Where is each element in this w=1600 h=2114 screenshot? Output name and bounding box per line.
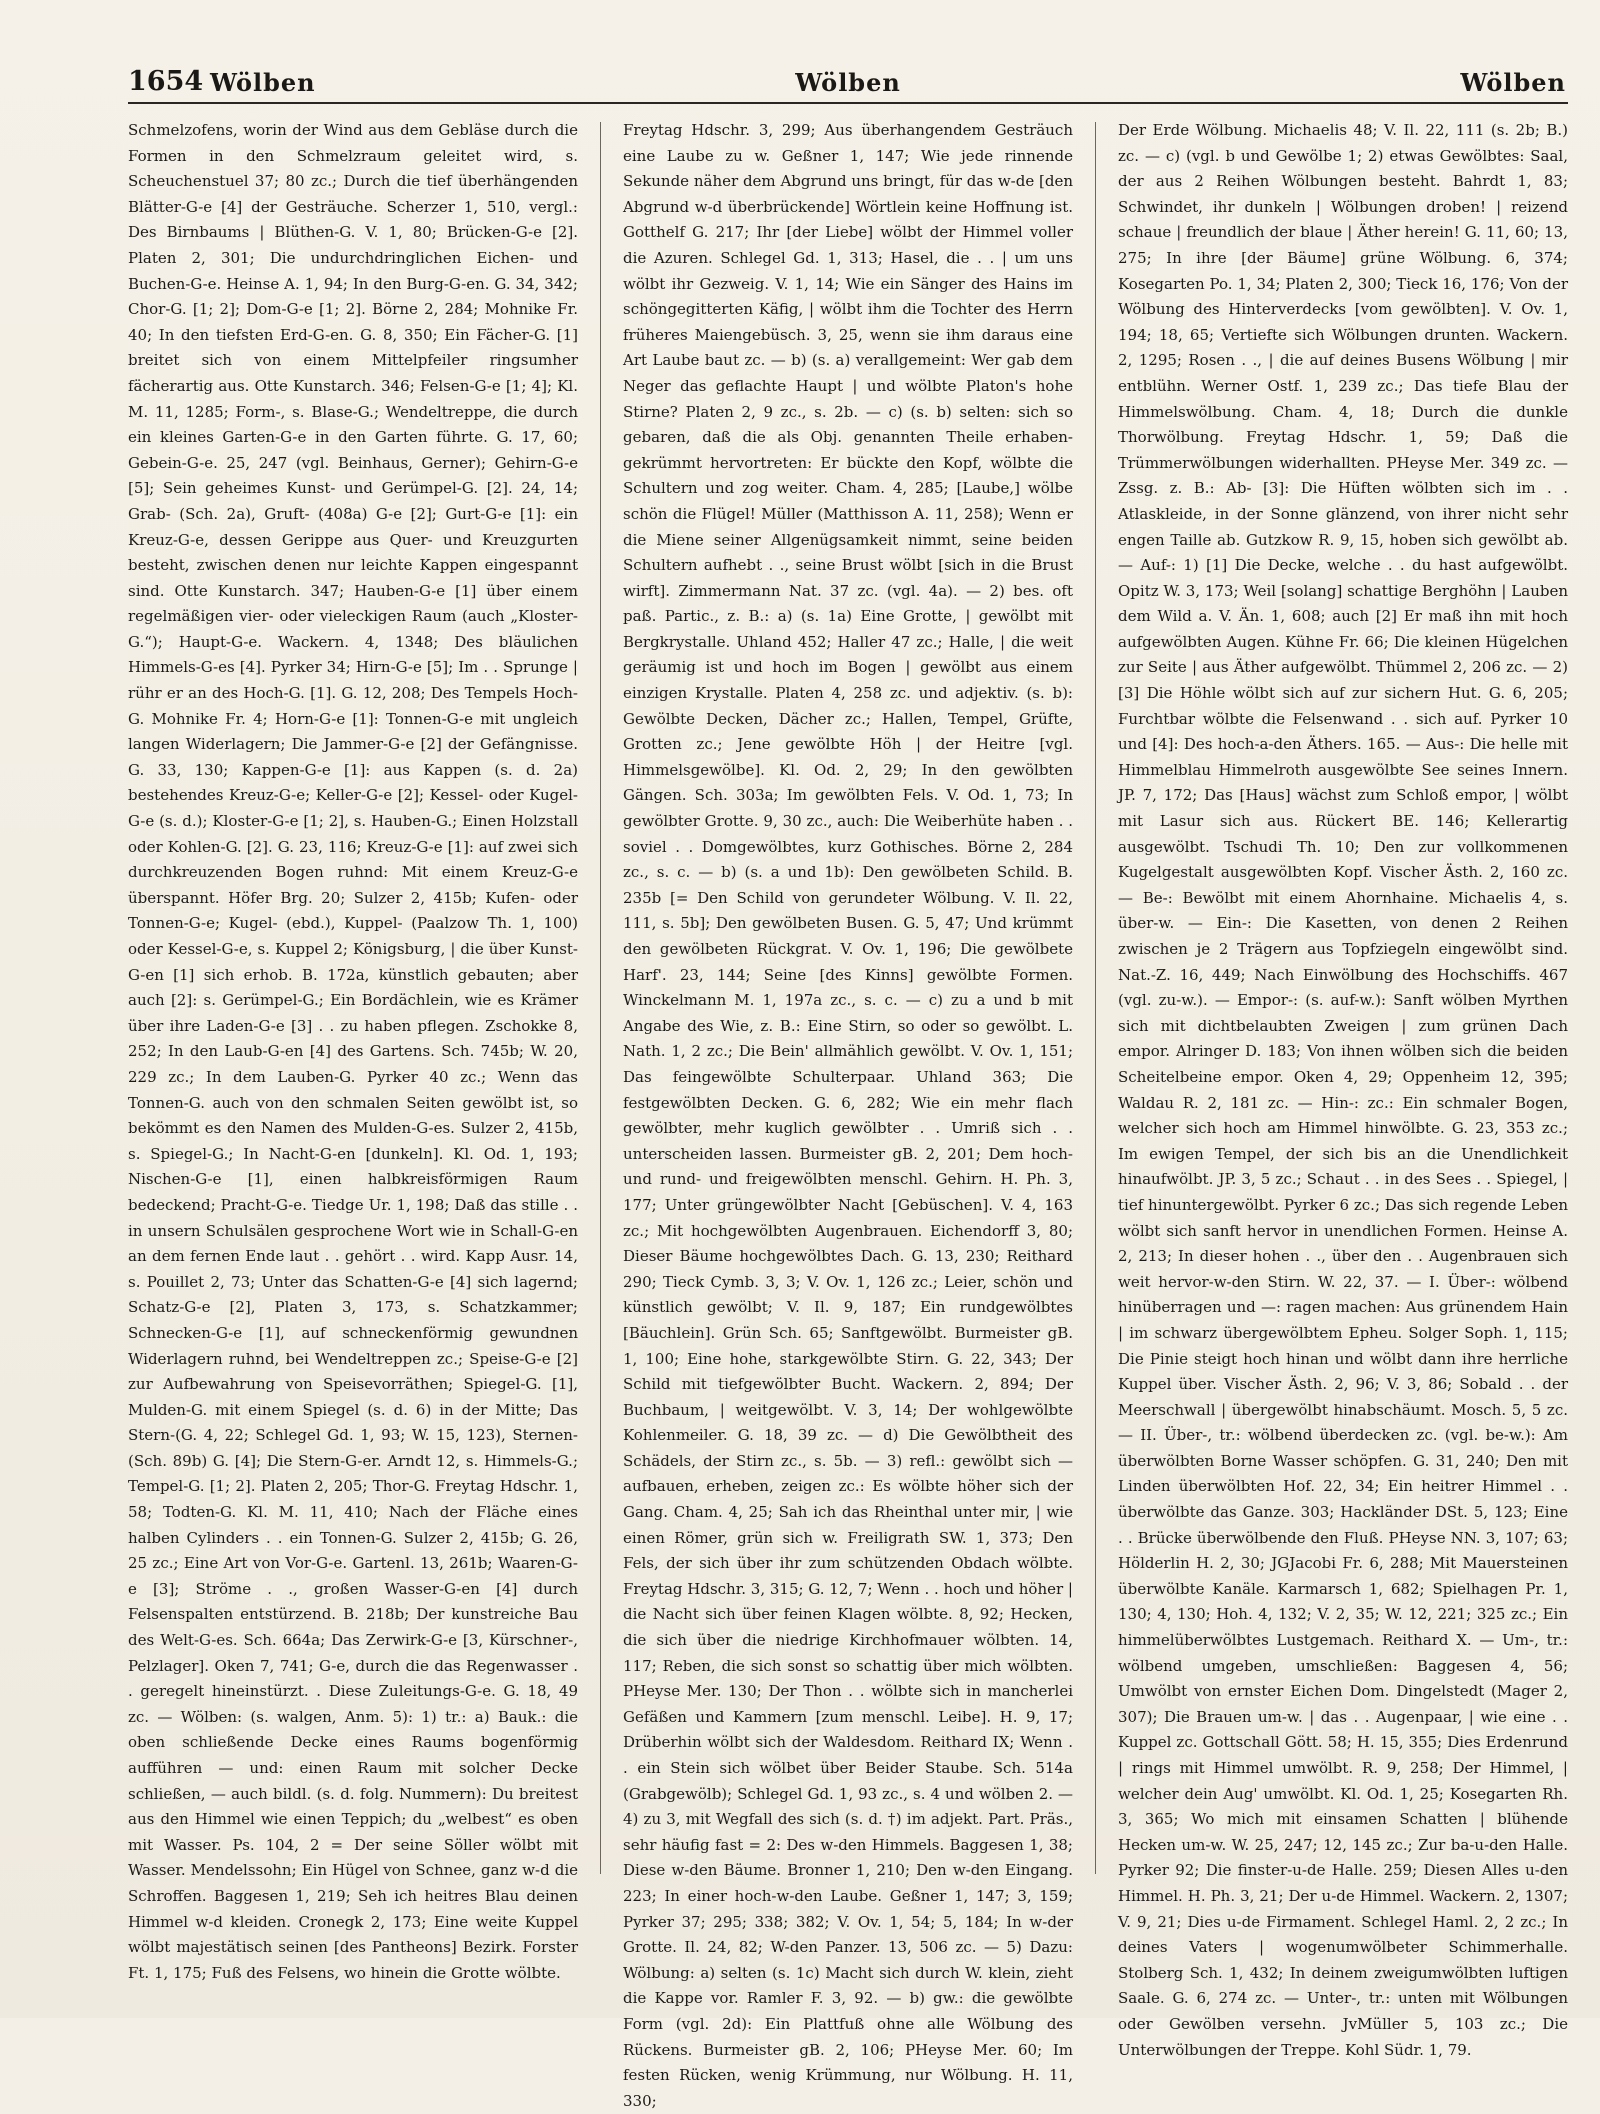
- text-columns: [128, 118, 1568, 2110]
- column-right: [1118, 118, 1568, 2059]
- column-right-text: Der Erde Wölbung. Michaelis 48; V. Il. 22, 111 (s. 2b; B.) zc. — c) (vgl. b und Gewölbe 1; 2) etwas Gewölbtes: Saal, der aus 2 Reihen Wölbungen besteht. Bahrdt 1, 83; Schwindet, ihr dunkeln | Wölbungen droben! | reizend schaue | freundlich der blaue | Äther herein! G. 11, 60; 13, 275; In ihre [der Bäume] grüne Wölbung. 6, 374; Kosegarten Po. 1, 34; Platen 2, 300; Tieck 16, 176; Von der Wölbung des Hinterverdecks [vom gewölbten]. V. Ov. 1, 194; 18, 65; Vertiefte sich Wölbungen drunten. Wackern. 2, 1295; Rosen . ., | die auf deines Busens Wölbung | mir entblühn. Werner Ostf. 1, 239 zc.; Das tiefe Blau der Himmelswölbung. Cham. 4, 18; Durch die dunkle Thorwölbung. Freytag Hdschr. 1, 59; Daß die Trümmerwölbungen widerhallten. PHeyse Mer. 349 zc. — Zssg. z. B.: Ab- [3]: Die Hüften wölbten sich im . . Atlaskleide, in der Sonne glänzend, von ihrer nicht sehr engen Taille ab. Gutzkow R. 9, 15, hoben sich gewölbt ab. — Auf-: 1) [1] Die Decke, welche . . du hast aufgewölbt. Opitz W. 3, 173; Weil [solang] schattige Berghöhn | Lauben dem Wild a. V. Än. 1, 608; auch [2] Er maß ihn mit hoch aufgewölbten Augen. Kühne Fr. 66; Die kleinen Hügelchen zur Seite | aus Äther aufgewölbt. Thümmel 2, 206 zc. — 2) [3] Die Höhle wölbt sich auf zur sichern Hut. G. 6, 205; Furchtbar wölbte die Felsenwand . . sich auf. Pyrker 10 und [4]: Des hoch-a-den Äthers. 165. — Aus-: Die helle mit Himmelblau Himmelroth ausgewölbte See seines Innern. JP. 7, 172; Das [Haus] wächst zum Schloß empor, | wölbt mit Lasur sich aus. Rückert BE. 146; Kellerartig ausgewölbt. Tschudi Th. 10; Den zur vollkommenen Kugelgestalt ausgewölbten Kopf. Vischer Ästh. 2, 160 zc. — Be-: Bewölbt mit einem Ahornhaine. Michaelis 4, s. über-w. — Ein-: Die Kasetten, von denen 2 Reihen zwischen je 2 Trägern aus Topfziegeln eingewölbt sind. Nat.-Z. 16, 449; Nach Einwölbung des Hochschiffs. 467 (vgl. zu-w.). — Empor-: (s. auf-w.): Sanft wölben Myrthen sich mit dichtbelaubten Zweigen | zum grünen Dach empor. Alringer D. 183; Von ihnen wölben sich die beiden Scheitelbeine empor. Oken 4, 29; Oppenheim 12, 395; Waldau R. 2, 181 zc. — Hin-: zc.: Ein schmaler Bogen, welcher sich hoch am Himmel hinwölbte. G. 23, 353 zc.; Im ewigen Tempel, der sich bis an die Unendlichkeit hinaufwölbt. JP. 3, 5 zc.; Schaut . . in des Sees . . Spiegel, | tief hinuntergewölbt. Pyrker 6 zc.; Das sich regende Leben wölbt sich sanft hervor in unendlichen Formen. Heinse A. 2, 213; In dieser hohen . ., über den . . Augenbrauen sich weit hervor-w-den Stirn. W. 22, 37. — I. Über-: wölbend hinüberragen und —: ragen machen: Aus grünendem Hain | im schwarz übergewölbtem Epheu. Solger Soph. 1, 115; Die Pinie steigt hoch hinan und wölbt dann ihre herrliche Kuppel über. Vischer Ästh. 2, 96; V. 3, 86; Sobald . . der Meerschwall | übergewölbt hinabschäumt. Mosch. 5, 5 zc. — II. Über-, tr.: wölbend überdecken zc. (vgl. be-w.): Am überwölbten Borne Wasser schöpfen. G. 31, 240; Den mit Linden überwölbten Hof. 22, 34; Ein heitrer Himmel . . überwölbte das Ganze. 303; Hackländer DSt. 5, 123; Eine . . Brücke überwölbende den Fluß. PHeyse NN. 3, 107; 63; Hölderlin H. 2, 30; JGJacobi Fr. 6, 288; Mit Mauersteinen überwölbte Kanäle. Karmarsch 1, 682; Spielhagen Pr. 1, 130; 4, 130; Hoh. 4, 132; V. 2, 35; W. 12, 221; 325 zc.; Ein himmelüberwölbtes Lustgemach. Reithard X. — Um-, tr.: wölbend umgeben, umschließen: Baggesen 4, 56; Umwölbt von ernster Eichen Dom. Dingelstedt (Mager 2, 307); Die Brauen um-w. | das . . Augenpaar, | wie eine . . Kuppel zc. Gottschall Gött. 58; H. 15, 355; Dies Erdenrund | rings mit Himmel umwölbt. R. 9, 258; Der Himmel, | welcher dein Aug' umwölbt. Kl. Od. 1, 25; Kosegarten Rh. 3, 365; Wo mich mit einsamen Schatten | blühende Hecken um-w. W. 25, 247; 12, 145 zc.; Zur ba-u-den Halle. Pyrker 92; Die finster-u-de Halle. 259; Diesen Alles u-den Himmel. H. Ph. 3, 21; Der u-de Himmel. Wackern. 2, 1307; V. 9, 21; Dies u-de Firmament. Schlegel Haml. 2, 2 zc.; In deines Vaters | wogenumwölbeter Schimmerhalle. Stolberg Sch. 1, 432; In deinem zweigumwölbten luftigen Saale. G. 6, 274 zc. — Unter-, tr.: unten mit Wölbungen oder Gewölben versehn. JvMüller 5, 103 zc.; Die Unterwölbungen der Treppe. Kohl Südr. 1, 79.: [1118, 121, 1568, 2059]
- running-headword-left: Wölben: [210, 68, 316, 97]
- column-middle: [623, 118, 1073, 2110]
- column-left-text: Schmelzofens, worin der Wind aus dem Gebläse durch die Formen in den Schmelzraum geleitet wird, s. Scheuchenstuel 37; 80 zc.; Durch die tief überhängenden Blätter-G-e [4] der Gesträuche. Scherzer 1, 510, vergl.: Des Birnbaums | Blüthen-G. V. 1, 80; Brücken-G-e [2]. Platen 2, 301; Die undurchdringlichen Eichen- und Buchen-G-e. Heinse A. 1, 94; In den Burg-G-en. G. 34, 342; Chor-G. [1; 2]; Dom-G-e [1; 2]. Börne 2, 284; Mohnike Fr. 40; In den tiefsten Erd-G-en. G. 8, 350; Ein Fächer-G. [1] breitet sich von einem Mittelpfeiler ringsumher fächerartig aus. Otte Kunstarch. 346; Felsen-G-e [1; 4]; Kl. M. 11, 1285; Form-, s. Blase-G.; Wendeltreppe, die durch ein kleines Garten-G-e in den Garten führte. G. 17, 60; Gebein-G-e. 25, 247 (vgl. Beinhaus, Gerner); Gehirn-G-e [5]; Sein geheimes Kunst- und Gerümpel-G. [2]. 24, 14; Grab- (Sch. 2a), Gruft- (408a) G-e [2]; Gurt-G-e [1]: ein Kreuz-G-e, dessen Gerippe aus Quer- und Kreuzgurten besteht, zwischen denen nur leichte Kappen eingespannt sind. Otte Kunstarch. 347; Hauben-G-e [1] über einem regelmäßigen vier- oder vieleckigen Raum (auch „Kloster-G.“); Haupt-G-e. Wackern. 4, 1348; Des bläulichen Himmels-G-es [4]. Pyrker 34; Hirn-G-e [5]; Im . . Sprunge | rühr er an des Hoch-G. [1]. G. 12, 208; Des Tempels Hoch-G. Mohnike Fr. 4; Horn-G-e [1]: Tonnen-G-e mit ungleich langen Widerlagern; Die Jammer-G-e [2] der Gefängnisse. G. 33, 130; Kappen-G-e [1]: aus Kappen (s. d. 2a) bestehendes Kreuz-G-e; Keller-G-e [2]; Kessel- oder Kugel-G-e (s. d.); Kloster-G-e [1; 2], s. Hauben-G.; Einen Holzstall oder Kohlen-G. [2]. G. 23, 116; Kreuz-G-e [1]: auf zwei sich durchkreuzenden Bogen ruhnd: Mit einem Kreuz-G-e überspannt. Höfer Brg. 20; Sulzer 2, 415b; Kufen- oder Tonnen-G-e; Kugel- (ebd.), Kuppel- (Paalzow Th. 1, 100) oder Kessel-G-e, s. Kuppel 2; Königsburg, | die über Kunst-G-en [1] sich erhob. B. 172a, künstlich gebauten; aber auch [2]: s. Gerümpel-G.; Ein Bordächlein, wie es Krämer über ihre Laden-G-e [3] . . zu haben pflegen. Zschokke 8, 252; In den Laub-G-en [4] des Gartens. Sch. 745b; W. 20, 229 zc.; In dem Lauben-G. Pyrker 40 zc.; Wenn das Tonnen-G. auch von den schmalen Seiten gewölbt ist, so bekömmt es den Namen des Mulden-G-es. Sulzer 2, 415b, s. Spiegel-G.; In Nacht-G-en [dunkeln]. Kl. Od. 1, 193; Nischen-G-e [1], einen halbkreisförmigen Raum bedeckend; Pracht-G-e. Tiedge Ur. 1, 198; Daß das stille . . in unsern Schulsälen gesprochene Wort wie in Schall-G-en an dem fernen Ende laut . . gehört . . wird. Kapp Ausr. 14, s. Pouillet 2, 73; Unter das Schatten-G-e [4] sich lagernd; Schatz-G-e [2], Platen 3, 173, s. Schatzkammer; Schnecken-G-e [1], auf schneckenförmig gewundnen Widerlagern ruhnd, bei Wendeltreppen zc.; Speise-G-e [2] zur Aufbewahrung von Speisevorräthen; Spiegel-G. [1], Mulden-G. mit einem Spiegel (s. d. 6) in der Mitte; Das Stern-(G. 4, 22; Schlegel Gd. 1, 93; W. 15, 123), Sternen-(Sch. 89b) G. [4]; Die Stern-G-er. Arndt 12, s. Himmels-G.; Tempel-G. [1; 2]. Platen 2, 205; Thor-G. Freytag Hdschr. 1, 58; Todten-G. Kl. M. 11, 410; Nach der Fläche eines halben Cylinders . . ein Tonnen-G. Sulzer 2, 415b; G. 26, 25 zc.; Eine Art von Vor-G-e. Gartenl. 13, 261b; Waaren-G-e [3]; Ströme . ., großen Wasser-G-en [4] durch Felsenspalten entstürzend. B. 218b; Der kunstreiche Bau des Welt-G-es. Sch. 664a; Das Zerwirk-G-e [3, Kürschner-, Pelzlager]. Oken 7, 741; G-e, durch die das Regenwasser . . geregelt hineinstürzt. . Diese Zuleitungs-G-e. G. 18, 49 zc. — Wölben: (s. walgen, Anm. 5): 1) tr.: a) Bauk.: die oben schließende Decke eines Raums bogenförmig aufführen — und: einen Raum mit solcher Decke schließen, — auch bildl. (s. d. folg. Nummern): Du breitest aus den Himmel wie einen Teppich; du „welbest“ es oben mit Wasser. Ps. 104, 2 = Der seine Söller wölbt mit Wasser. Mendelssohn; Ein Hügel von Schnee, ganz w-d die Schroffen. Baggesen 1, 219; Seh ich heitres Blau deinen Himmel w-d kleiden. Cronegk 2, 173; Eine weite Kuppel wölbt majestätisch seinen [des Pantheons] Bezirk. Forster Ft. 1, 175; Fuß des Felsens, wo hinein die Grotte wölbte.: [128, 121, 578, 1982]
- running-headword-right: Wölben: [1460, 68, 1566, 97]
- column-divider: [600, 122, 601, 1874]
- running-headword-center: Wölben: [795, 68, 901, 97]
- column-divider: [1095, 122, 1096, 1874]
- page-number: 1654: [128, 66, 204, 97]
- column-left: [128, 118, 578, 1982]
- page-header: [128, 62, 1568, 104]
- column-middle-text: Freytag Hdschr. 3, 299; Aus überhangendem Gesträuch eine Laube zu w. Geßner 1, 147; Wie jede rinnende Sekunde näher dem Abgrund uns bringt, für das w-de [den Abgrund w-d überbrückende] Wörtlein keine Hoffnung ist. Gotthelf G. 217; Ihr [der Liebe] wölbt der Himmel voller die Azuren. Schlegel Gd. 1, 313; Hasel, die . . | um uns wölbt ihr Gezweig. V. 1, 14; Wie ein Sänger des Hains im schöngegitterten Käfig, | wölbt ihm die Tochter des Herrn früheres Maiengebüsch. 3, 25, wenn sie ihm daraus eine Art Laube baut zc. — b) (s. a) verallgemeint: Wer gab dem Neger das geflachte Haupt | und wölbte Platon's hohe Stirne? Platen 2, 9 zc., s. 2b. — c) (s. b) selten: sich so gebaren, daß die als Obj. genannten Theile erhaben-gekrümmt hervortreten: Er bückte den Kopf, wölbte die Schultern und zog weiter. Cham. 4, 285; [Laube,] wölbe schön die Flügel! Müller (Matthisson A. 11, 258); Wenn er die Miene seiner Allgenügsamkeit nimmt, seine beiden Schultern aufhebt . ., seine Brust wölbt [sich in die Brust wirft]. Zimmermann Nat. 37 zc. (vgl. 4a). — 2) bes. oft paß. Partic., z. B.: a) (s. 1a) Eine Grotte, | gewölbt mit Bergkrystalle. Uhland 452; Haller 47 zc.; Halle, | die weit geräumig ist und hoch im Bogen | gewölbt aus einem einzigen Krystalle. Platen 4, 258 zc. und adjektiv. (s. b): Gewölbte Decken, Dächer zc.; Hallen, Tempel, Grüfte, Grotten zc.; Jene gewölbte Höh | der Heitre [vgl. Himmelsgewölbe]. Kl. Od. 2, 29; In den gewölbten Gängen. Sch. 303a; Im gewölbten Fels. V. Od. 1, 73; In gewölbter Grotte. 9, 30 zc., auch: Die Weiberhüte haben . . soviel . . Domgewölbtes, kurz Gothisches. Börne 2, 284 zc., s. c. — b) (s. a und 1b): Den gewölbeten Schild. B. 235b [= Den Schild von gerundeter Wölbung. V. Il. 22, 111, s. 5b]; Den gewölbeten Busen. G. 5, 47; Und krümmt den gewölbeten Rückgrat. V. Ov. 1, 196; Die gewölbete Harf'. 23, 144; Seine [des Kinns] gewölbte Formen. Winckelmann M. 1, 197a zc., s. c. — c) zu a und b mit Angabe des Wie, z. B.: Eine Stirn, so oder so gewölbt. L. Nath. 1, 2 zc.; Die Bein' allmählich gewölbt. V. Ov. 1, 151; Das feingewölbte Schulterpaar. Uhland 363; Die festgewölbten Decken. G. 6, 282; Wie ein mehr flach gewölbter, mehr kuglich gewölbter . . Umriß sich . . unterscheiden lassen. Burmeister gB. 2, 201; Dem hoch- und rund- und freigewölbten menschl. Gehirn. H. Ph. 3, 177; Unter grüngewölbter Nacht [Gebüschen]. V. 4, 163 zc.; Mit hochgewölbten Augenbrauen. Eichendorff 3, 80; Dieser Bäume hochgewölbtes Dach. G. 13, 230; Reithard 290; Tieck Cymb. 3, 3; V. Ov. 1, 126 zc.; Leier, schön und künstlich gewölbt; V. Il. 9, 187; Ein rundgewölbtes [Bäuchlein]. Grün Sch. 65; Sanftgewölbt. Burmeister gB. 1, 100; Eine hohe, starkgewölbte Stirn. G. 22, 343; Der Schild mit tiefgewölbter Bucht. Wackern. 2, 894; Der Buchbaum, | weitgewölbt. V. 3, 14; Der wohlgewölbte Kohlenmeiler. G. 18, 39 zc. — d) Die Gewölbtheit des Schädels, der Stirn zc., s. 5b. — 3) refl.: gewölbt sich — aufbauen, erheben, zeigen zc.: Es wölbte höher sich der Gang. Cham. 4, 25; Sah ich das Rheinthal unter mir, | wie einen Römer, grün sich w. Freiligrath SW. 1, 373; Den Fels, der sich über ihr zum schützenden Obdach wölbte. Freytag Hdschr. 3, 315; G. 12, 7; Wenn . . hoch und höher | die Nacht sich über feinen Klagen wölbte. 8, 92; Hecken, die sich über die niedrige Kirchhofmauer wölbten. 14, 117; Reben, die sich sonst so schattig über mich wölbten. PHeyse Mer. 130; Der Thon . . wölbte sich in mancherlei Gefäßen und Kammern [zum menschl. Leibe]. H. 9, 17; Drüberhin wölbt sich der Waldesdom. Reithard IX; Wenn . . ein Stein sich wölbet über Beider Staube. Sch. 514a (Grabgewölb); Schlegel Gd. 1, 93 zc., s. 4 und wölben 2. — 4) zu 3, mit Wegfall des sich (s. d. †) im adjekt. Part. Präs., sehr häufig fast = 2: Des w-den Himmels. Baggesen 1, 38; Diese w-den Bäume. Bronner 1, 210; Den w-den Eingang. 223; In einer hoch-w-den Laube. Geßner 1, 147; 3, 159; Pyrker 37; 295; 338; 382; V. Ov. 1, 54; 5, 184; In w-der Grotte. Il. 24, 82; W-den Panzer. 13, 506 zc. — 5) Dazu: Wölbung: a) selten (s. 1c) Macht sich durch W. klein, zieht die Kappe vor. Ramler F. 3, 92. — b) gw.: die gewölbte Form (vgl. 2d): Ein Plattfuß ohne alle Wölbung des Rückens. Burmeister gB. 2, 106; PHeyse Mer. 60; Im festen Rücken, wenig Krümmung, nur Wölbung. H. 11, 330;: [623, 121, 1073, 2110]
